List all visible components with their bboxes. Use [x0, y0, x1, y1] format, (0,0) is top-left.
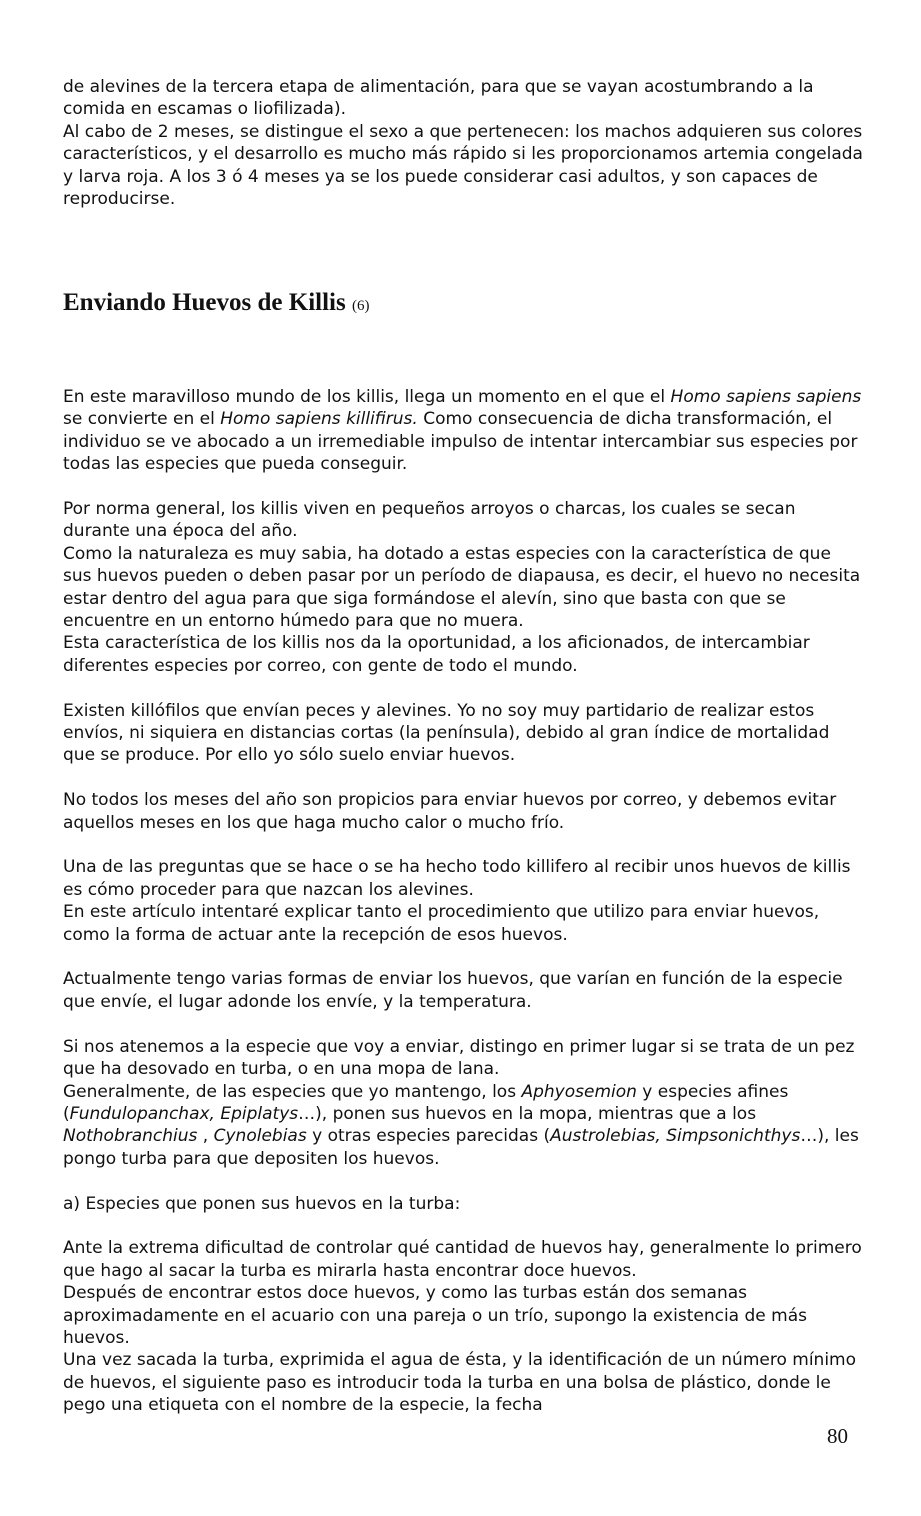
paragraph-gap [63, 1170, 863, 1192]
paragraph-gap [63, 677, 863, 699]
paragraph-homo-sapiens [63, 386, 863, 476]
paragraph-dificultad-2: Después de encontrar estos doce huevos, y como las turbas están dos semanas aproximadamente en el acuario con una pareja o un trío, supongo la existencia de más huevos. [63, 1283, 807, 1348]
italic-term: Nothobranchius [63, 1126, 198, 1147]
italic-term: Austrolebias, Simpsonichthys [550, 1126, 801, 1147]
page-number: 80 [827, 1424, 848, 1448]
paragraph-gap [63, 1013, 863, 1035]
text-run: , [197, 1126, 214, 1147]
paragraph-gap [63, 834, 863, 856]
paragraph-gap [63, 946, 863, 968]
paragraph-preguntas-1: Una de las preguntas que se hace o se ha hecho todo killifero al recibir unos huevos de killis es cómo proceder para que nazcan los alevines. [63, 857, 851, 900]
paragraph-norma-3: Esta característica de los killis nos da la oportunidad, a los aficionados, de intercambiar diferentes especies por correo, con gente de todo el mundo. [63, 633, 810, 676]
text-run: …), ponen sus huevos en la mopa, mientras que a los [298, 1103, 757, 1124]
paragraph-killofilos: Existen killófilos que envían peces y alevines. Yo no soy muy partidario de realizar estos envíos, ni siquiera en distancias cortas (la península), debido al gran índice de mortalidad que se produce. Por ello yo sólo suelo enviar huevos. [63, 700, 830, 766]
paragraph-gap [63, 476, 863, 498]
italic-term: Cynolebias [213, 1126, 307, 1147]
paragraph-dificultad-1: Ante la extrema dificultad de controlar qué cantidad de huevos hay, generalmente lo primero que hago al sacar la turba es mirarla hasta encontrar doce huevos. [63, 1238, 862, 1281]
text-run: En este maravilloso mundo de los killis, llega un momento en el que el [63, 387, 671, 407]
text-run: y otras especies parecidas ( [306, 1126, 551, 1147]
intro-paragraph-1: de alevines de la tercera etapa de alimentación, para que se vayan acostumbrando a la comida en escamas o liofilizada). [63, 77, 814, 120]
intro-paragraph-2: Al cabo de 2 meses, se distingue el sexo a que pertenecen: los machos adquieren sus colores característicos, y el desarrollo es mucho más rápido si les proporcionamos artemia congelada y larva roja. A los 3 ó 4 meses ya se los puede considerar casi adultos, y son capaces de reproducirse. [63, 121, 863, 210]
italic-term: Homo sapiens killifirus. [220, 409, 418, 430]
paragraph-gap [63, 1215, 863, 1237]
paragraph-norma-1: Por norma general, los killis viven en pequeños arroyos o charcas, los cuales se secan durante una época del año. [63, 499, 796, 542]
paragraph-meses: No todos los meses del año son propicios para enviar huevos por correo, y debemos evitar aquellos meses en los que haga mucho calor o mucho frío. [63, 790, 837, 833]
italic-term: Fundulopanchax, Epiplatys [69, 1103, 299, 1124]
article-body [63, 386, 863, 1417]
text-run: …), les pongo turba para que depositen los huevos. [63, 1126, 859, 1169]
section-title-text: Enviando Huevos de Killis [63, 289, 346, 316]
intro-text [63, 76, 863, 210]
paragraph-formas: Actualmente tengo varias formas de enviar los huevos, que varían en función de la especie que envíe, el lugar adonde los envíe, y la temperatura. [63, 969, 843, 1012]
paragraph-dificultad-3: Una vez sacada la turba, exprimida el agua de ésta, y la identificación de un número mínimo de huevos, el siguiente paso es introducir toda la turba en una bolsa de plástico, donde le pego una etiqueta con el nombre de la especie, la fecha [63, 1350, 856, 1416]
paragraph-especie-1: Si nos atenemos a la especie que voy a enviar, distingo en primer lugar si se trata de un pez que ha desovado en turba, o en una mopa de lana. [63, 1036, 855, 1080]
paragraph-especie-2 [63, 1081, 863, 1171]
paragraph-norma-2: Como la naturaleza es muy sabia, ha dotado a estas especies con la característica de que sus huevos pueden o deben pasar por un período de diapausa, es decir, el huevo no necesita estar dentro del agua para que siga formándose el alevín, sino que basta con que se encuentre en un entorno húmedo para que no muera. [63, 543, 861, 632]
paragraph-turba-heading: a) Especies que ponen sus huevos en la turba: [63, 1193, 461, 1214]
text-run: se convierte en el [63, 409, 221, 430]
text-run: y especies afines ( [63, 1081, 789, 1124]
section-reference: (6) [351, 298, 370, 314]
section-title [63, 286, 369, 323]
text-run: Como consecuencia de dicha transformación, el individuo se ve abocado a un irremediable impulso de intentar intercambiar sus especies por todas las especies que pueda conseguir. [63, 409, 858, 475]
italic-term: Homo sapiens sapiens [670, 387, 862, 407]
text-run: Generalmente, de las especies que yo mantengo, los [63, 1081, 522, 1102]
paragraph-gap [63, 767, 863, 789]
paragraph-preguntas-2: En este artículo intentaré explicar tanto el procedimiento que utilizo para enviar huevos, como la forma de actuar ante la recepción de esos huevos. [63, 902, 820, 945]
italic-term: Aphyosemion [521, 1081, 637, 1102]
